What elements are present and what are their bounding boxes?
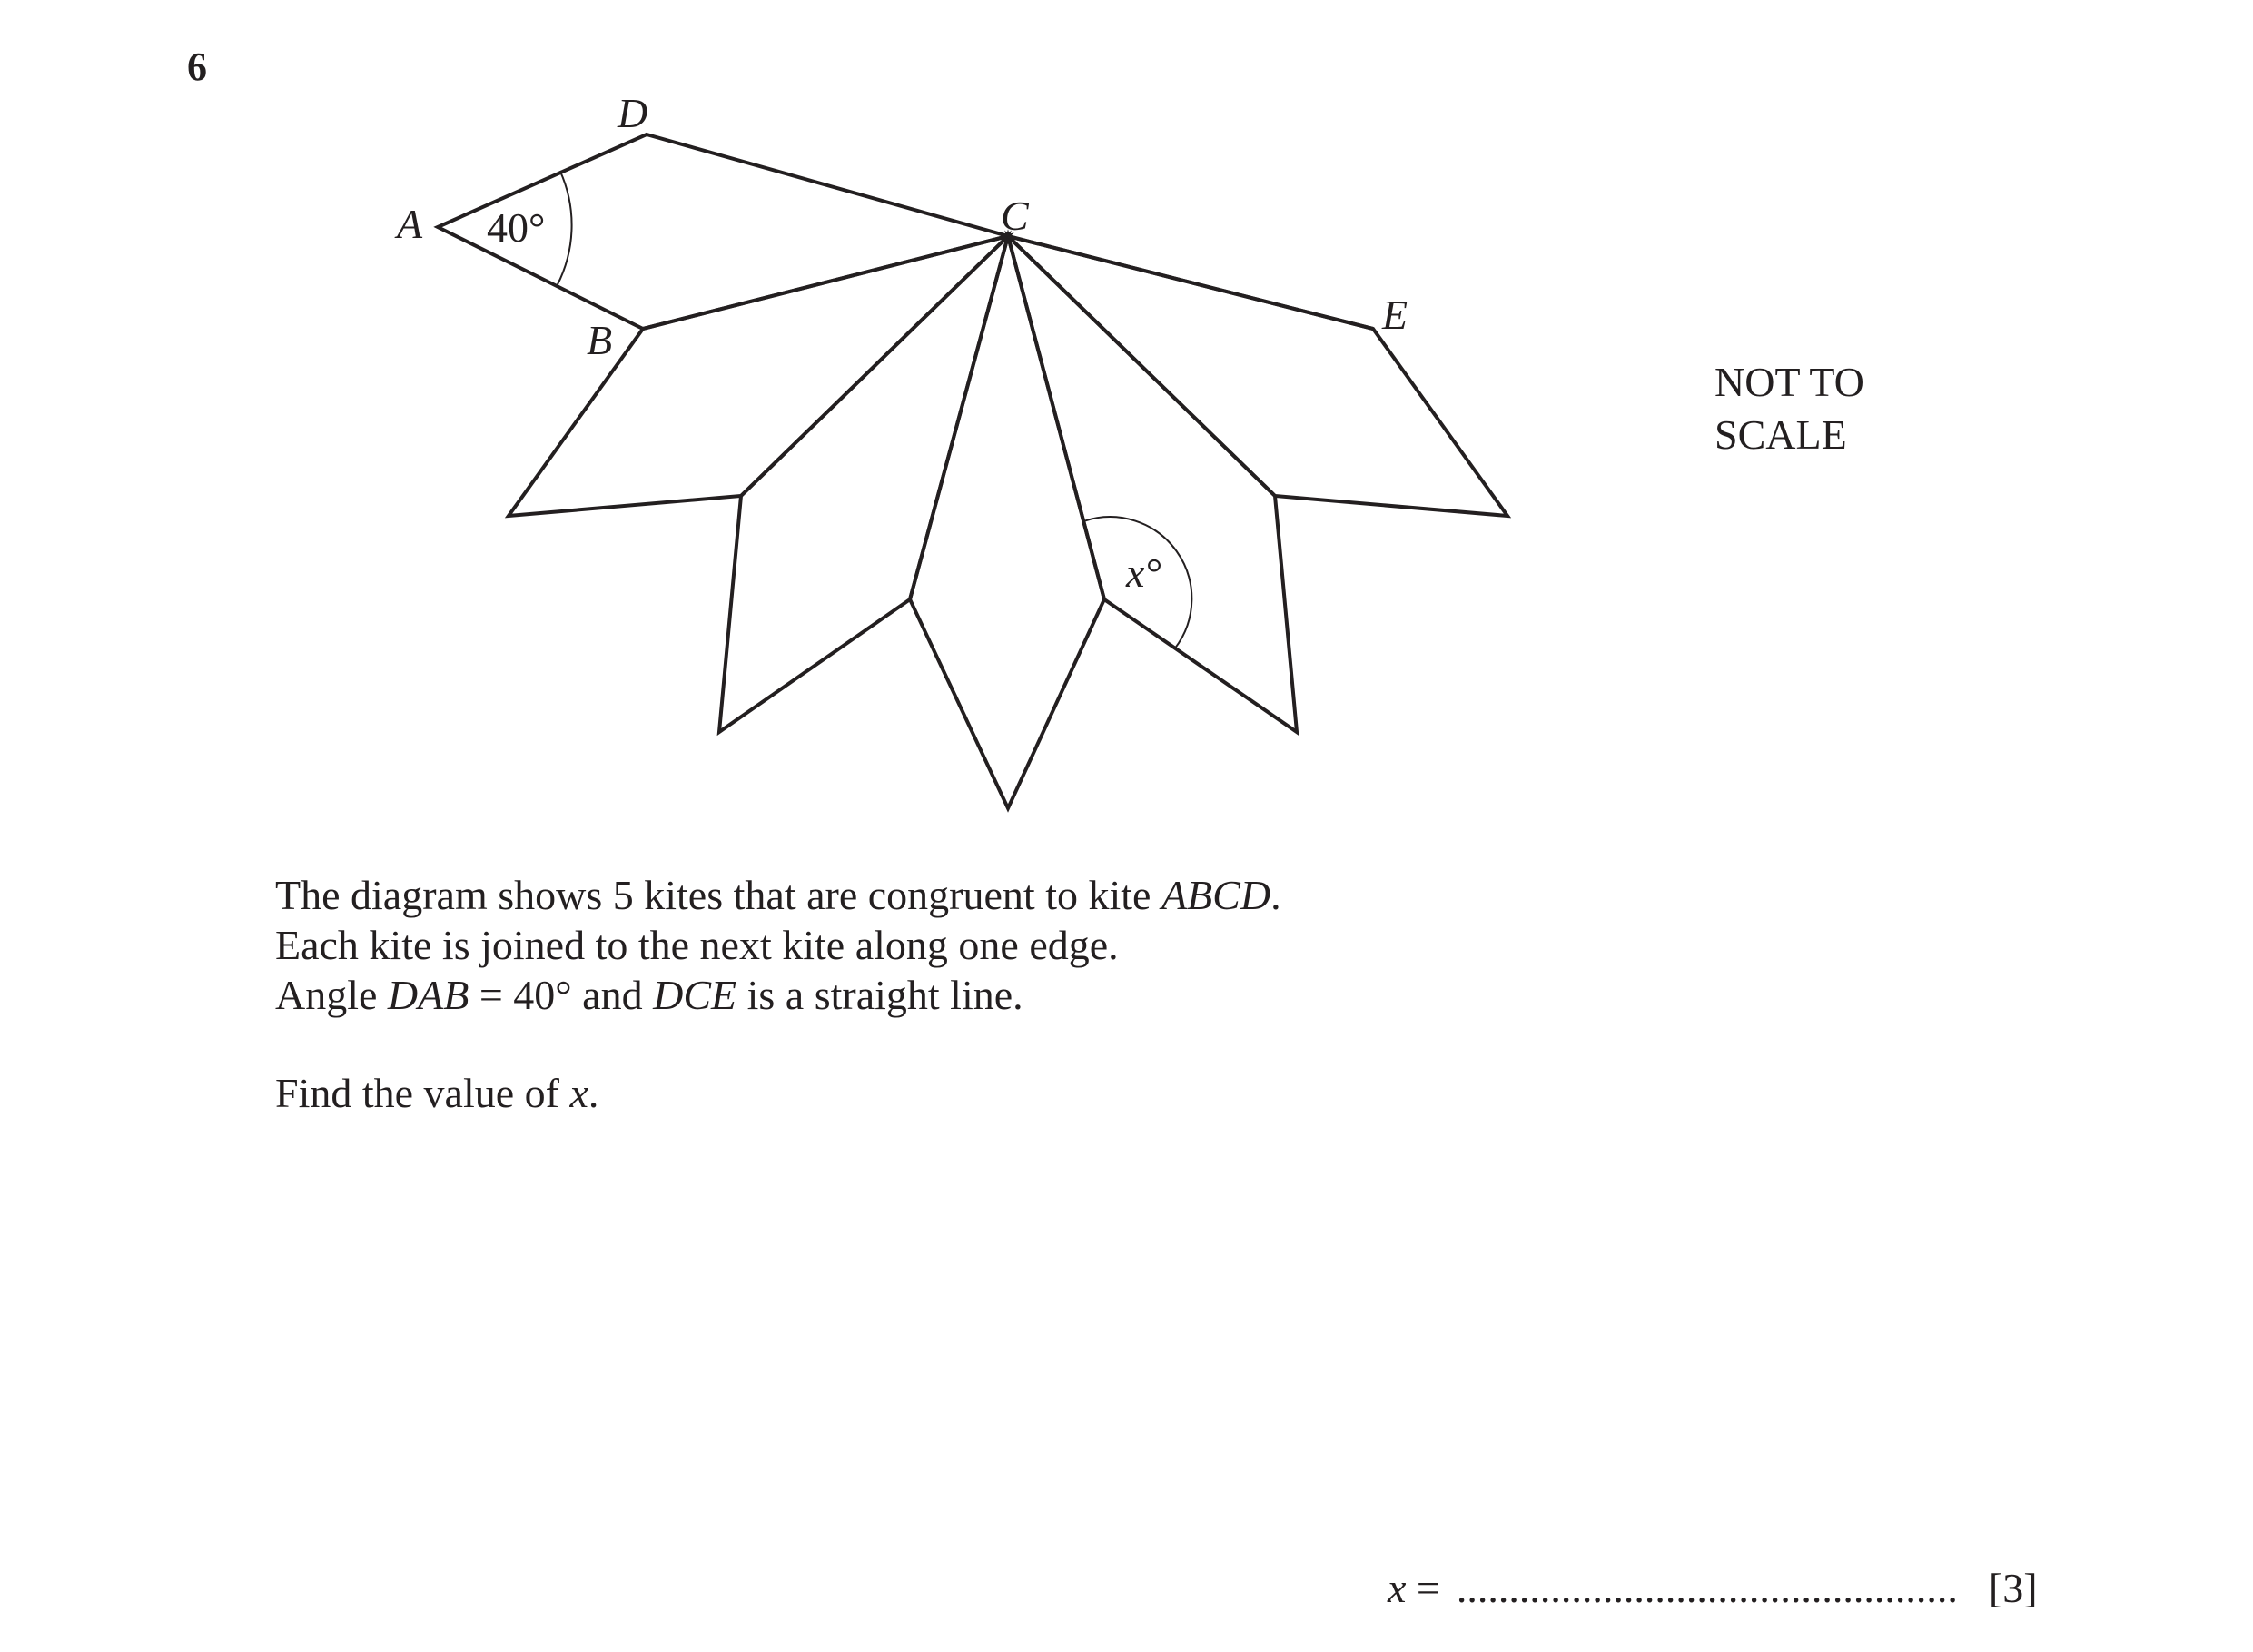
stem-line-3-text: Angle: [275, 972, 388, 1018]
label-a: A: [397, 201, 423, 247]
stem-line-2: Each kite is joined to the next kite along one edge.: [275, 922, 1119, 968]
label-e: E: [1382, 292, 1408, 338]
answer-space[interactable]: ................................................: [1456, 1565, 1958, 1611]
line-name: DCE: [653, 972, 737, 1018]
answer-equals: =: [1406, 1565, 1440, 1611]
stem-line-3-end: is a straight line.: [736, 972, 1023, 1018]
stem-line-1-text: The diagram shows 5 kites that are congruent to kite: [275, 872, 1161, 918]
question-stem: [275, 870, 1281, 1118]
stem-line-4-text: Find the value of: [275, 1070, 570, 1116]
label-b: B: [587, 317, 613, 363]
answer-line: [1388, 1564, 2038, 1612]
note-line-1: NOT TO: [1714, 359, 1864, 405]
stem-line-3-mid: = 40° and: [469, 972, 654, 1018]
kite-5: [1008, 236, 1297, 732]
stem-line-1: [275, 870, 1281, 920]
kite-2: [509, 236, 1008, 516]
angle-dab-arc: [558, 171, 572, 285]
angle-name: DAB: [387, 972, 469, 1018]
kite-6: [1008, 236, 1507, 516]
variable-x: x: [569, 1070, 588, 1116]
answer-variable: x: [1388, 1565, 1407, 1611]
question-number: 6: [187, 45, 207, 89]
kite-4: [910, 236, 1104, 808]
stem-line-1-end: .: [1270, 872, 1281, 918]
angle-x-label: x°: [1126, 549, 1161, 596]
stem-line-4: [275, 1068, 1281, 1118]
kite-3: [719, 236, 1008, 732]
line-ce: [1008, 236, 1373, 329]
label-c: C: [1001, 193, 1029, 239]
stem-line-3: [275, 970, 1281, 1020]
note-line-2: SCALE: [1714, 411, 1847, 458]
angle-dab-label: 40°: [487, 204, 546, 251]
stem-line-4-end: .: [588, 1070, 599, 1116]
marks-label: [3]: [1988, 1565, 2038, 1611]
kite-name: ABCD: [1161, 872, 1271, 918]
not-to-scale-note: [1714, 356, 1864, 461]
label-d: D: [618, 90, 648, 136]
